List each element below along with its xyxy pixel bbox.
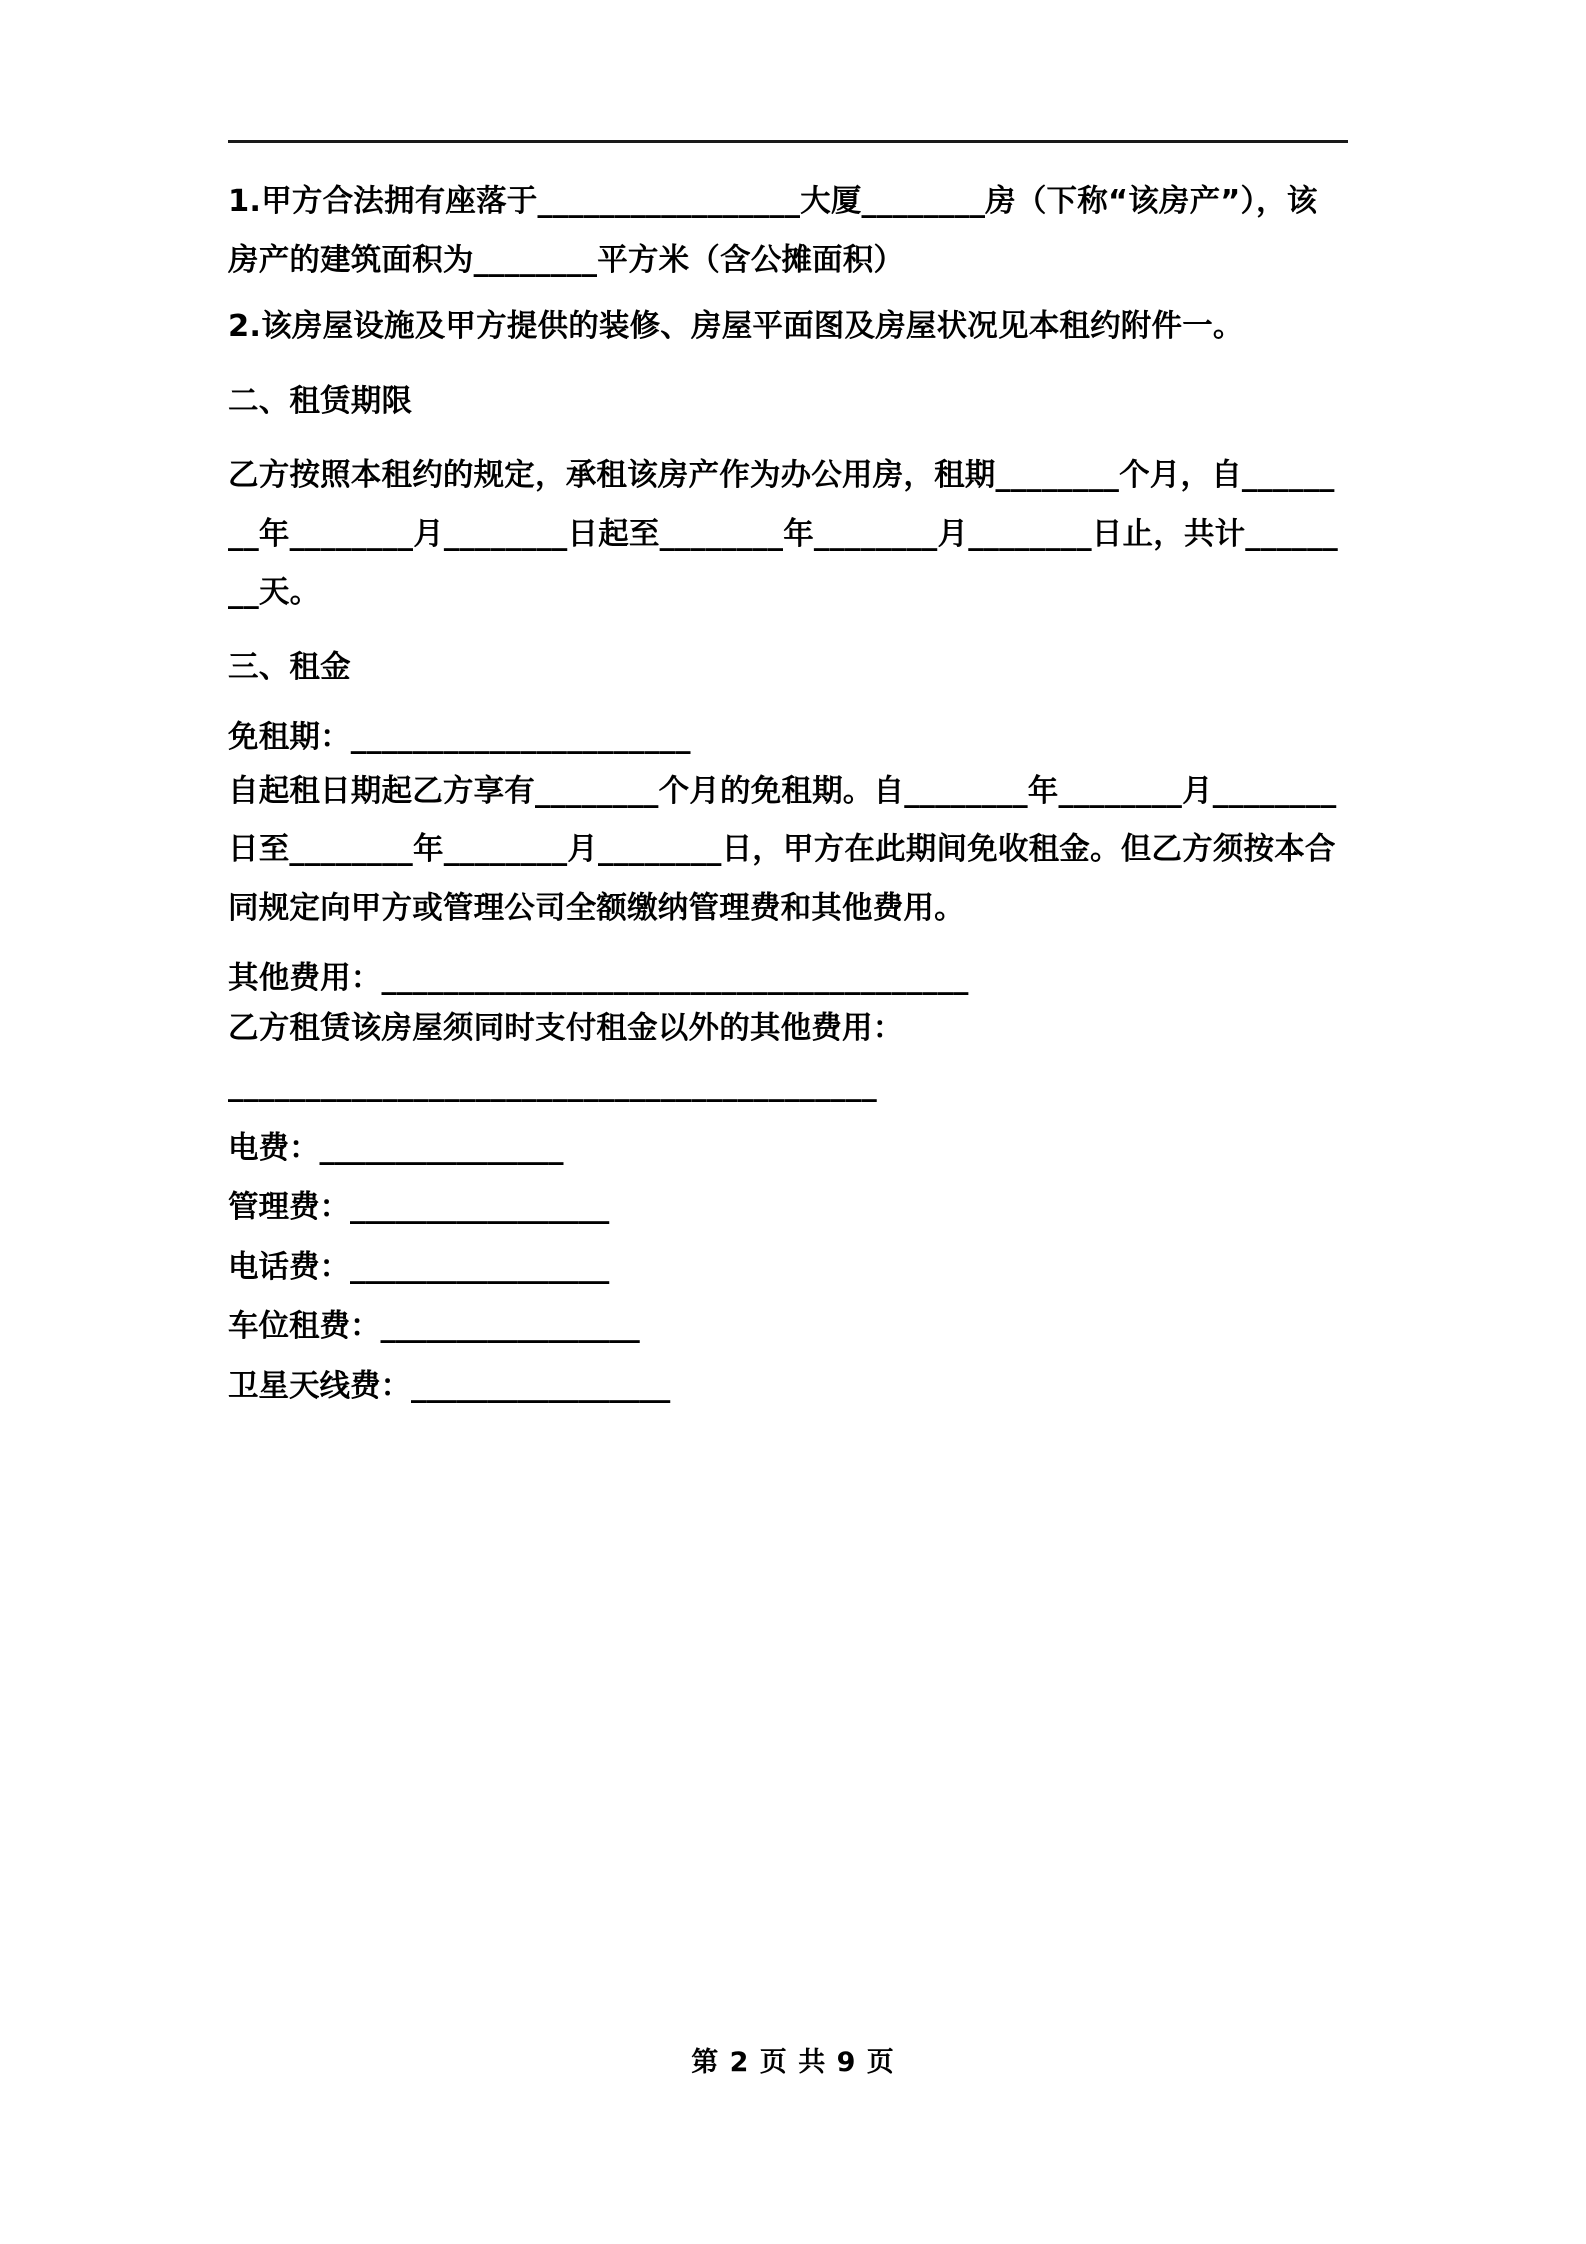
- section-heading-three: 三、租金: [228, 649, 351, 685]
- spacer: [228, 938, 1348, 954]
- section-heading-two: 二、租赁期限: [228, 383, 413, 419]
- spacer: [228, 290, 1348, 298]
- free-rent-label: 免租期：______________________: [228, 720, 691, 756]
- other-fees-blank-line: __________________________________________: [228, 1068, 877, 1104]
- list-item: 车位租费：_________________: [228, 1309, 640, 1345]
- spacer: [228, 697, 1348, 713]
- clause-1-paragraph: 1.甲方合法拥有座落于_________________大厦________房（下称“该房产”），该房产的建筑面积为________平方米（含公摊面积）: [228, 184, 1318, 278]
- clause-2-paragraph: 2.该房屋设施及甲方提供的装修、房屋平面图及房屋状况见本租约附件一。: [228, 309, 1244, 345]
- spacer: [228, 431, 1348, 447]
- list-item: 管理费：_________________: [228, 1190, 610, 1226]
- spacer: [228, 357, 1348, 373]
- spacer: [228, 623, 1348, 639]
- list-item: 电话费：_________________: [228, 1249, 610, 1285]
- list-item: 卫星天线费：_________________: [228, 1368, 671, 1404]
- free-rent-paragraph: 自起租日期起乙方享有________个月的免租期。自________年________月________日至________年________月________日，甲方在此期间免收租金。但乙方须按本合同规定向甲方或管理公司全额缴纳管理费和其他费用。: [228, 773, 1337, 926]
- other-fees-label: 其他费用：______________________________________: [228, 961, 969, 997]
- list-item: 电费：________________: [228, 1130, 564, 1166]
- document-body: [228, 140, 1348, 1416]
- other-fees-intro: 乙方租赁该房屋须同时支付租金以外的其他费用：: [228, 1010, 904, 1046]
- header-rule: [228, 140, 1348, 143]
- page-footer: 第 2 页 共 9 页: [691, 2047, 895, 2078]
- spacer: [228, 1053, 1348, 1061]
- spacer: [228, 1111, 1348, 1119]
- lease-term-paragraph: 乙方按照本租约的规定，承租该房产作为办公用房，租期________个月，自________年________月________日起至________年________月________日止，共计________天。: [228, 458, 1338, 611]
